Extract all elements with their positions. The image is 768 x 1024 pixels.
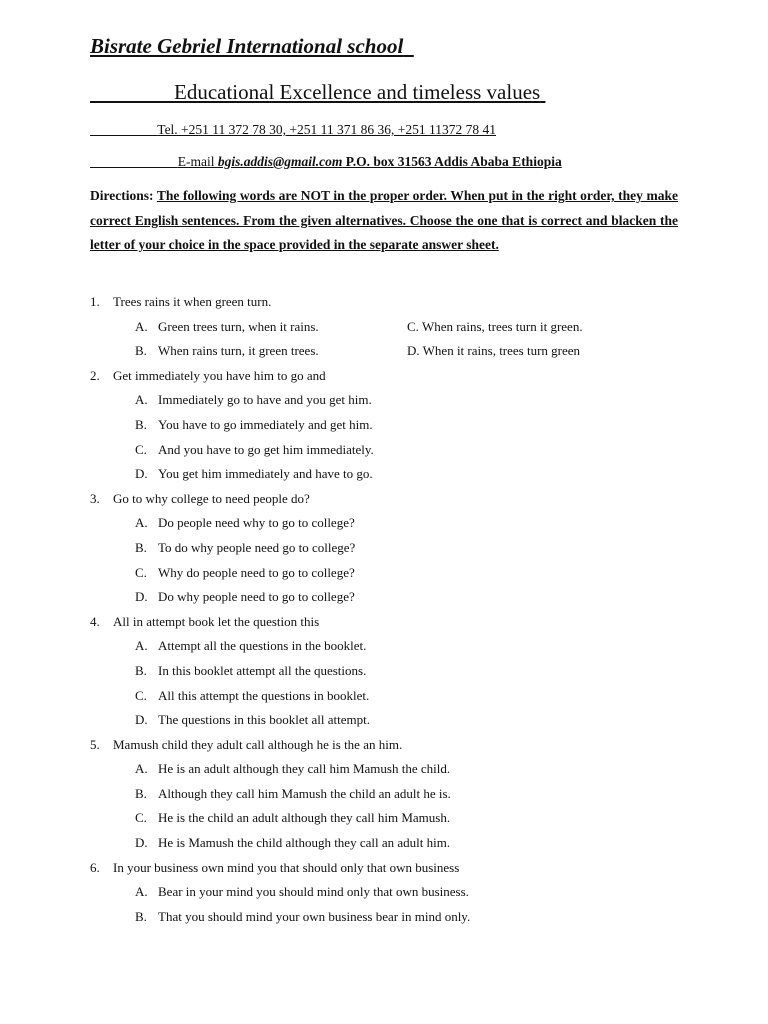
option-row [90, 536, 710, 561]
option-letter: D. [135, 835, 148, 851]
option-text: When it rains, trees turn green [422, 343, 581, 359]
question-number: 5. [90, 736, 100, 752]
option-row [90, 905, 710, 930]
option-text: Immediately go to have and you get him. [158, 392, 372, 408]
question-text: Get immediately you have him to go and [113, 367, 326, 383]
option-row [90, 561, 710, 586]
option-text: Green trees turn, when it rains. [158, 318, 319, 334]
motto-rule [90, 80, 174, 104]
option-letter: A. [135, 515, 148, 531]
option-text: He is the child an adult although they call him Mamush. [158, 810, 451, 826]
option-letter: C. [407, 318, 419, 334]
option-row [90, 659, 710, 684]
option-text: You get him immediately and have to go. [158, 466, 373, 482]
email-address: bgis.addis@gmail.com [217, 154, 343, 169]
option-letter: A. [135, 761, 148, 777]
option-row [90, 684, 710, 709]
question-2 [90, 364, 710, 389]
option-row [90, 782, 710, 807]
option-letter: B. [135, 785, 147, 801]
question-number: 6. [90, 859, 100, 875]
question-1 [90, 290, 710, 315]
option-row [90, 757, 710, 782]
option-letter: D. [135, 589, 148, 605]
option-text: When rains turn, it green trees. [158, 343, 319, 359]
question-number: 2. [90, 367, 100, 383]
option-letter: D. [135, 466, 148, 482]
email-label: E-mail [177, 154, 218, 169]
option-text: Do why people need to go to college? [158, 589, 355, 605]
tel-numbers: Tel. +251 11 372 78 30, +251 11 371 86 36, +251 11372 78 41 [157, 122, 497, 137]
question-3 [90, 487, 710, 512]
option-text: Although they call him Mamush the child an adult he is. [158, 785, 451, 801]
option-text: In this booklet attempt all the questions. [158, 662, 367, 678]
option-letter: C. [135, 810, 147, 826]
option-c [407, 315, 583, 340]
motto-rule-end [540, 80, 545, 104]
option-text: Why do people need to go to college? [158, 564, 355, 580]
option-letter: D. [407, 343, 420, 359]
question-number: 4. [90, 613, 100, 629]
question-number: 1. [90, 294, 100, 309]
option-text: When rains, trees turn it green. [421, 318, 583, 334]
option-text: Attempt all the questions in the booklet. [158, 638, 367, 654]
option-text: He is an adult although they call him Mamush the child. [158, 761, 451, 777]
email-rule [90, 154, 178, 169]
question-text: Go to why college to need people do? [113, 490, 310, 506]
question-text: In your business own mind you that should only that own business [113, 859, 460, 875]
directions-label: Directions: [90, 188, 154, 203]
option-text: That you should mind your own business bear in mind only. [158, 908, 471, 924]
option-text: You have to go immediately and get him. [158, 416, 373, 432]
option-letter: C. [135, 687, 147, 703]
option-text: Do people need why to go to college? [158, 515, 355, 531]
motto-text: Educational Excellence and timeless values [174, 80, 541, 104]
option-row [90, 880, 710, 905]
option-text: The questions in this booklet all attempt. [158, 712, 370, 728]
option-letter: B. [135, 908, 147, 924]
option-row [90, 831, 710, 856]
option-letter: A. [135, 318, 148, 334]
option-letter: C. [135, 564, 147, 580]
school-name-rule [403, 34, 414, 58]
school-name: Bisrate Gebriel International school [90, 34, 404, 58]
option-row [90, 462, 710, 487]
option-row [90, 438, 710, 463]
option-letter: C. [135, 441, 147, 457]
email-line [90, 154, 562, 170]
telephone-line [90, 122, 496, 138]
option-d [407, 339, 580, 364]
option-letter: D. [135, 712, 148, 728]
option-letter: A. [135, 884, 148, 900]
option-text: All this attempt the questions in booklet. [158, 687, 370, 703]
option-row [90, 339, 710, 364]
question-number: 3. [90, 490, 100, 506]
option-row [90, 388, 710, 413]
question-text: All in attempt book let the question this [113, 613, 320, 629]
motto-heading [90, 80, 545, 105]
directions-text: The following words are NOT in the proper order. When put in the right order, they make correct English sentences. From the given alternatives. Choose the one that is correct and blacken the letter of your choice in the space provided in the separate answer sheet. [90, 188, 678, 252]
question-6 [90, 856, 710, 881]
tel-rule [90, 122, 157, 137]
option-letter: B. [135, 662, 147, 678]
directions-paragraph [90, 184, 678, 258]
option-text: To do why people need go to college? [158, 539, 356, 555]
option-text: He is Mamush the child although they call an adult him. [158, 835, 451, 851]
question-4 [90, 610, 710, 635]
question-text: Trees rains it when green turn. [113, 294, 272, 309]
po-box: P.O. box 31563 Addis Ababa Ethiopia [342, 154, 562, 169]
option-row [90, 511, 710, 536]
question-text: Mamush child they adult call although he is the an him. [113, 736, 403, 752]
option-text: Bear in your mind you should mind only that own business. [158, 884, 469, 900]
option-row [90, 585, 710, 610]
question-list [90, 290, 710, 929]
option-row [90, 634, 710, 659]
option-letter: B. [135, 416, 147, 432]
question-5 [90, 733, 710, 758]
option-letter: A. [135, 638, 148, 654]
option-letter: B. [135, 539, 147, 555]
option-letter: B. [135, 343, 147, 359]
school-name-heading [90, 34, 414, 59]
option-row [90, 315, 710, 340]
option-letter: A. [135, 392, 148, 408]
option-row [90, 708, 710, 733]
option-row [90, 413, 710, 438]
option-row [90, 806, 710, 831]
option-text: And you have to go get him immediately. [158, 441, 374, 457]
